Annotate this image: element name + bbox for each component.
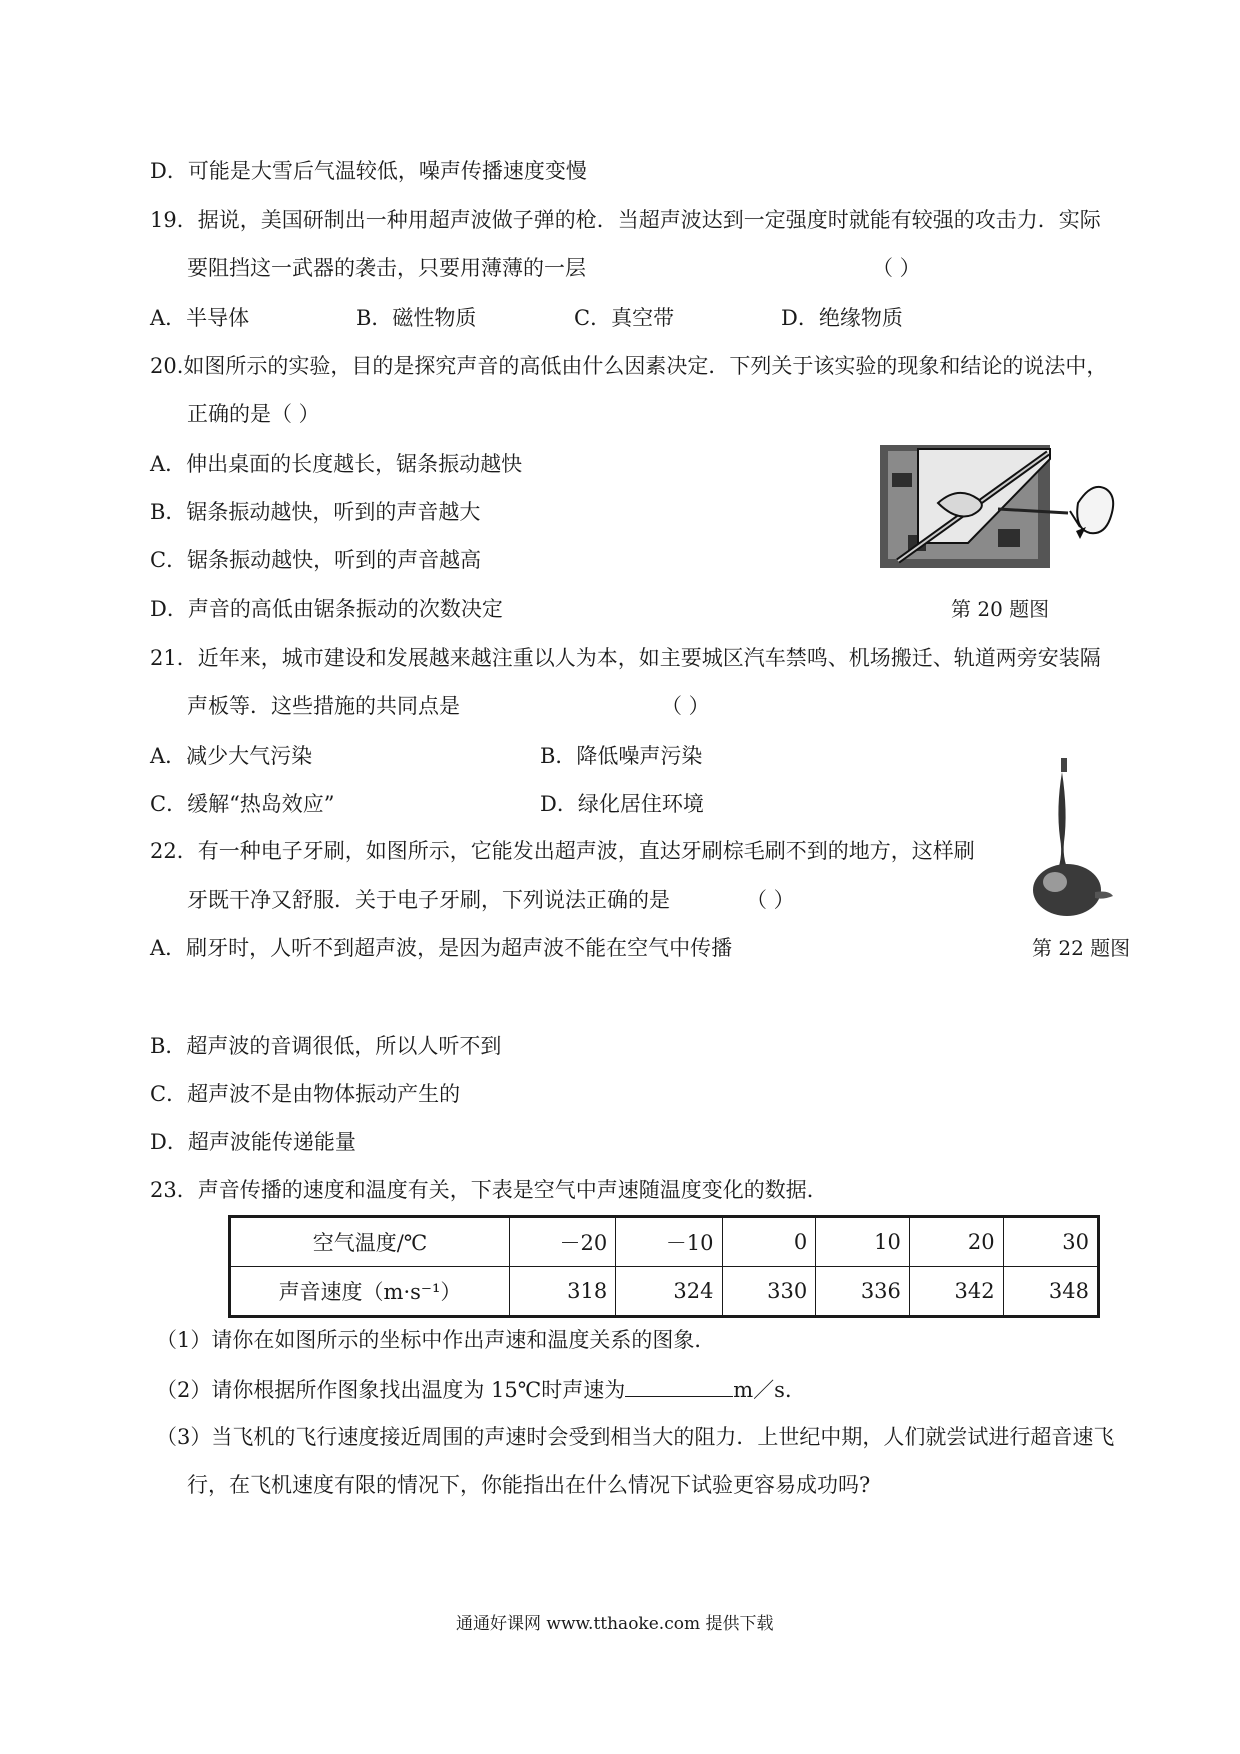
q18-option-d: D．可能是大雪后气温较低，噪声传播速度变慢 bbox=[150, 159, 587, 183]
q21-stem-line1: 21．近年来，城市建设和发展越来越注重以人为本，如主要城区汽车禁鸣、机场搬迁、轨道两旁安装隔 bbox=[150, 646, 1101, 670]
speed-cell: 348 bbox=[1003, 1267, 1098, 1317]
table-row bbox=[230, 1217, 1099, 1267]
q22-stem-line2: 牙既干净又舒服．关于电子牙刷，下列说法正确的是 bbox=[187, 888, 670, 912]
temp-cell: －10 bbox=[616, 1217, 722, 1267]
q21-option-b: B．降低噪声污染 bbox=[540, 744, 703, 768]
q22-stem-line1: 22．有一种电子牙刷，如图所示，它能发出超声波，直达牙刷棕毛刷不到的地方，这样刷 bbox=[150, 839, 975, 863]
q19-option-c: C．真空带 bbox=[574, 306, 675, 330]
speed-header: 声音速度（m·s⁻¹） bbox=[230, 1267, 510, 1317]
q22-answer-paren: （ ） bbox=[746, 888, 795, 912]
q20-option-c: C．锯条振动越快，听到的声音越高 bbox=[150, 548, 482, 572]
q19-stem-line1: 19．据说，美国研制出一种用超声波做子弹的枪．当超声波达到一定强度时就能有较强的攻击力．实际 bbox=[150, 208, 1101, 232]
q20-option-a: A．伸出桌面的长度越长，锯条振动越快 bbox=[150, 452, 523, 476]
q20-saw-figure bbox=[878, 443, 1128, 573]
temp-cell: 10 bbox=[816, 1217, 910, 1267]
q21-option-a: A．减少大气污染 bbox=[150, 744, 313, 768]
q22-option-a: A．刷牙时，人听不到超声波，是因为超声波不能在空气中传播 bbox=[150, 936, 733, 960]
q20-option-b: B．锯条振动越快，听到的声音越大 bbox=[150, 500, 481, 524]
q20-option-d: D．声音的高低由锯条振动的次数决定 bbox=[150, 597, 503, 621]
q23-sub2-suffix: m／s． bbox=[733, 1378, 806, 1402]
speed-cell: 318 bbox=[510, 1267, 616, 1317]
table-row bbox=[230, 1267, 1099, 1317]
sound-speed-table bbox=[228, 1215, 1100, 1318]
q22-option-b: B．超声波的音调很低，所以人听不到 bbox=[150, 1034, 502, 1058]
q22-figure-caption: 第 22 题图 bbox=[1032, 936, 1131, 960]
temp-cell: 30 bbox=[1003, 1217, 1098, 1267]
q23-stem: 23．声音传播的速度和温度有关，下表是空气中声速随温度变化的数据． bbox=[150, 1178, 828, 1202]
q21-answer-paren: （ ） bbox=[661, 694, 710, 718]
q20-stem-line1: 20.如图所示的实验，目的是探究声音的高低由什么因素决定．下列关于该实验的现象和结论的说法中， bbox=[150, 354, 1108, 378]
temp-cell: －20 bbox=[510, 1217, 616, 1267]
q20-figure-caption: 第 20 题图 bbox=[951, 597, 1050, 621]
temperature-header: 空气温度/℃ bbox=[230, 1217, 510, 1267]
q21-option-c: C．缓解“热岛效应” bbox=[150, 792, 335, 816]
speed-cell: 330 bbox=[722, 1267, 816, 1317]
q22-option-d: D．超声波能传递能量 bbox=[150, 1130, 356, 1154]
temp-cell: 0 bbox=[722, 1217, 816, 1267]
q20-stem-line2: 正确的是（ ） bbox=[187, 402, 320, 426]
q23-sub1: （1）请你在如图所示的坐标中作出声速和温度关系的图象． bbox=[156, 1328, 716, 1352]
q22-toothbrush-figure bbox=[1025, 752, 1115, 922]
speed-cell: 342 bbox=[909, 1267, 1003, 1317]
q19-stem-line2: 要阻挡这一武器的袭击，只要用薄薄的一层 bbox=[187, 256, 586, 280]
q19-option-a: A．半导体 bbox=[150, 306, 250, 330]
q21-stem-line2: 声板等．这些措施的共同点是 bbox=[187, 694, 460, 718]
q23-sub2-prefix: （2）请你根据所作图象找出温度为 15℃时声速为 bbox=[156, 1378, 626, 1402]
q23-sub3-line1: （3）当飞机的飞行速度接近周围的声速时会受到相当大的阻力．上世纪中期，人们就尝试进行超音速飞 bbox=[156, 1425, 1115, 1449]
q19-option-d: D．绝缘物质 bbox=[781, 306, 903, 330]
speed-cell: 324 bbox=[616, 1267, 722, 1317]
speed-cell: 336 bbox=[816, 1267, 910, 1317]
temp-cell: 20 bbox=[909, 1217, 1003, 1267]
q19-option-b: B．磁性物质 bbox=[356, 306, 477, 330]
q23-sub3-line2: 行，在飞机速度有限的情况下，你能指出在什么情况下试验更容易成功吗? bbox=[187, 1473, 871, 1497]
q19-answer-paren: （ ） bbox=[872, 256, 921, 280]
q23-answer-blank[interactable] bbox=[625, 1374, 733, 1397]
q22-option-c: C．超声波不是由物体振动产生的 bbox=[150, 1082, 461, 1106]
page-footer: 通通好课网 www.tthaoke.com 提供下载 bbox=[456, 1614, 774, 1634]
q23-sub2 bbox=[156, 1374, 806, 1405]
q21-option-d: D．绿化居住环境 bbox=[540, 792, 704, 816]
